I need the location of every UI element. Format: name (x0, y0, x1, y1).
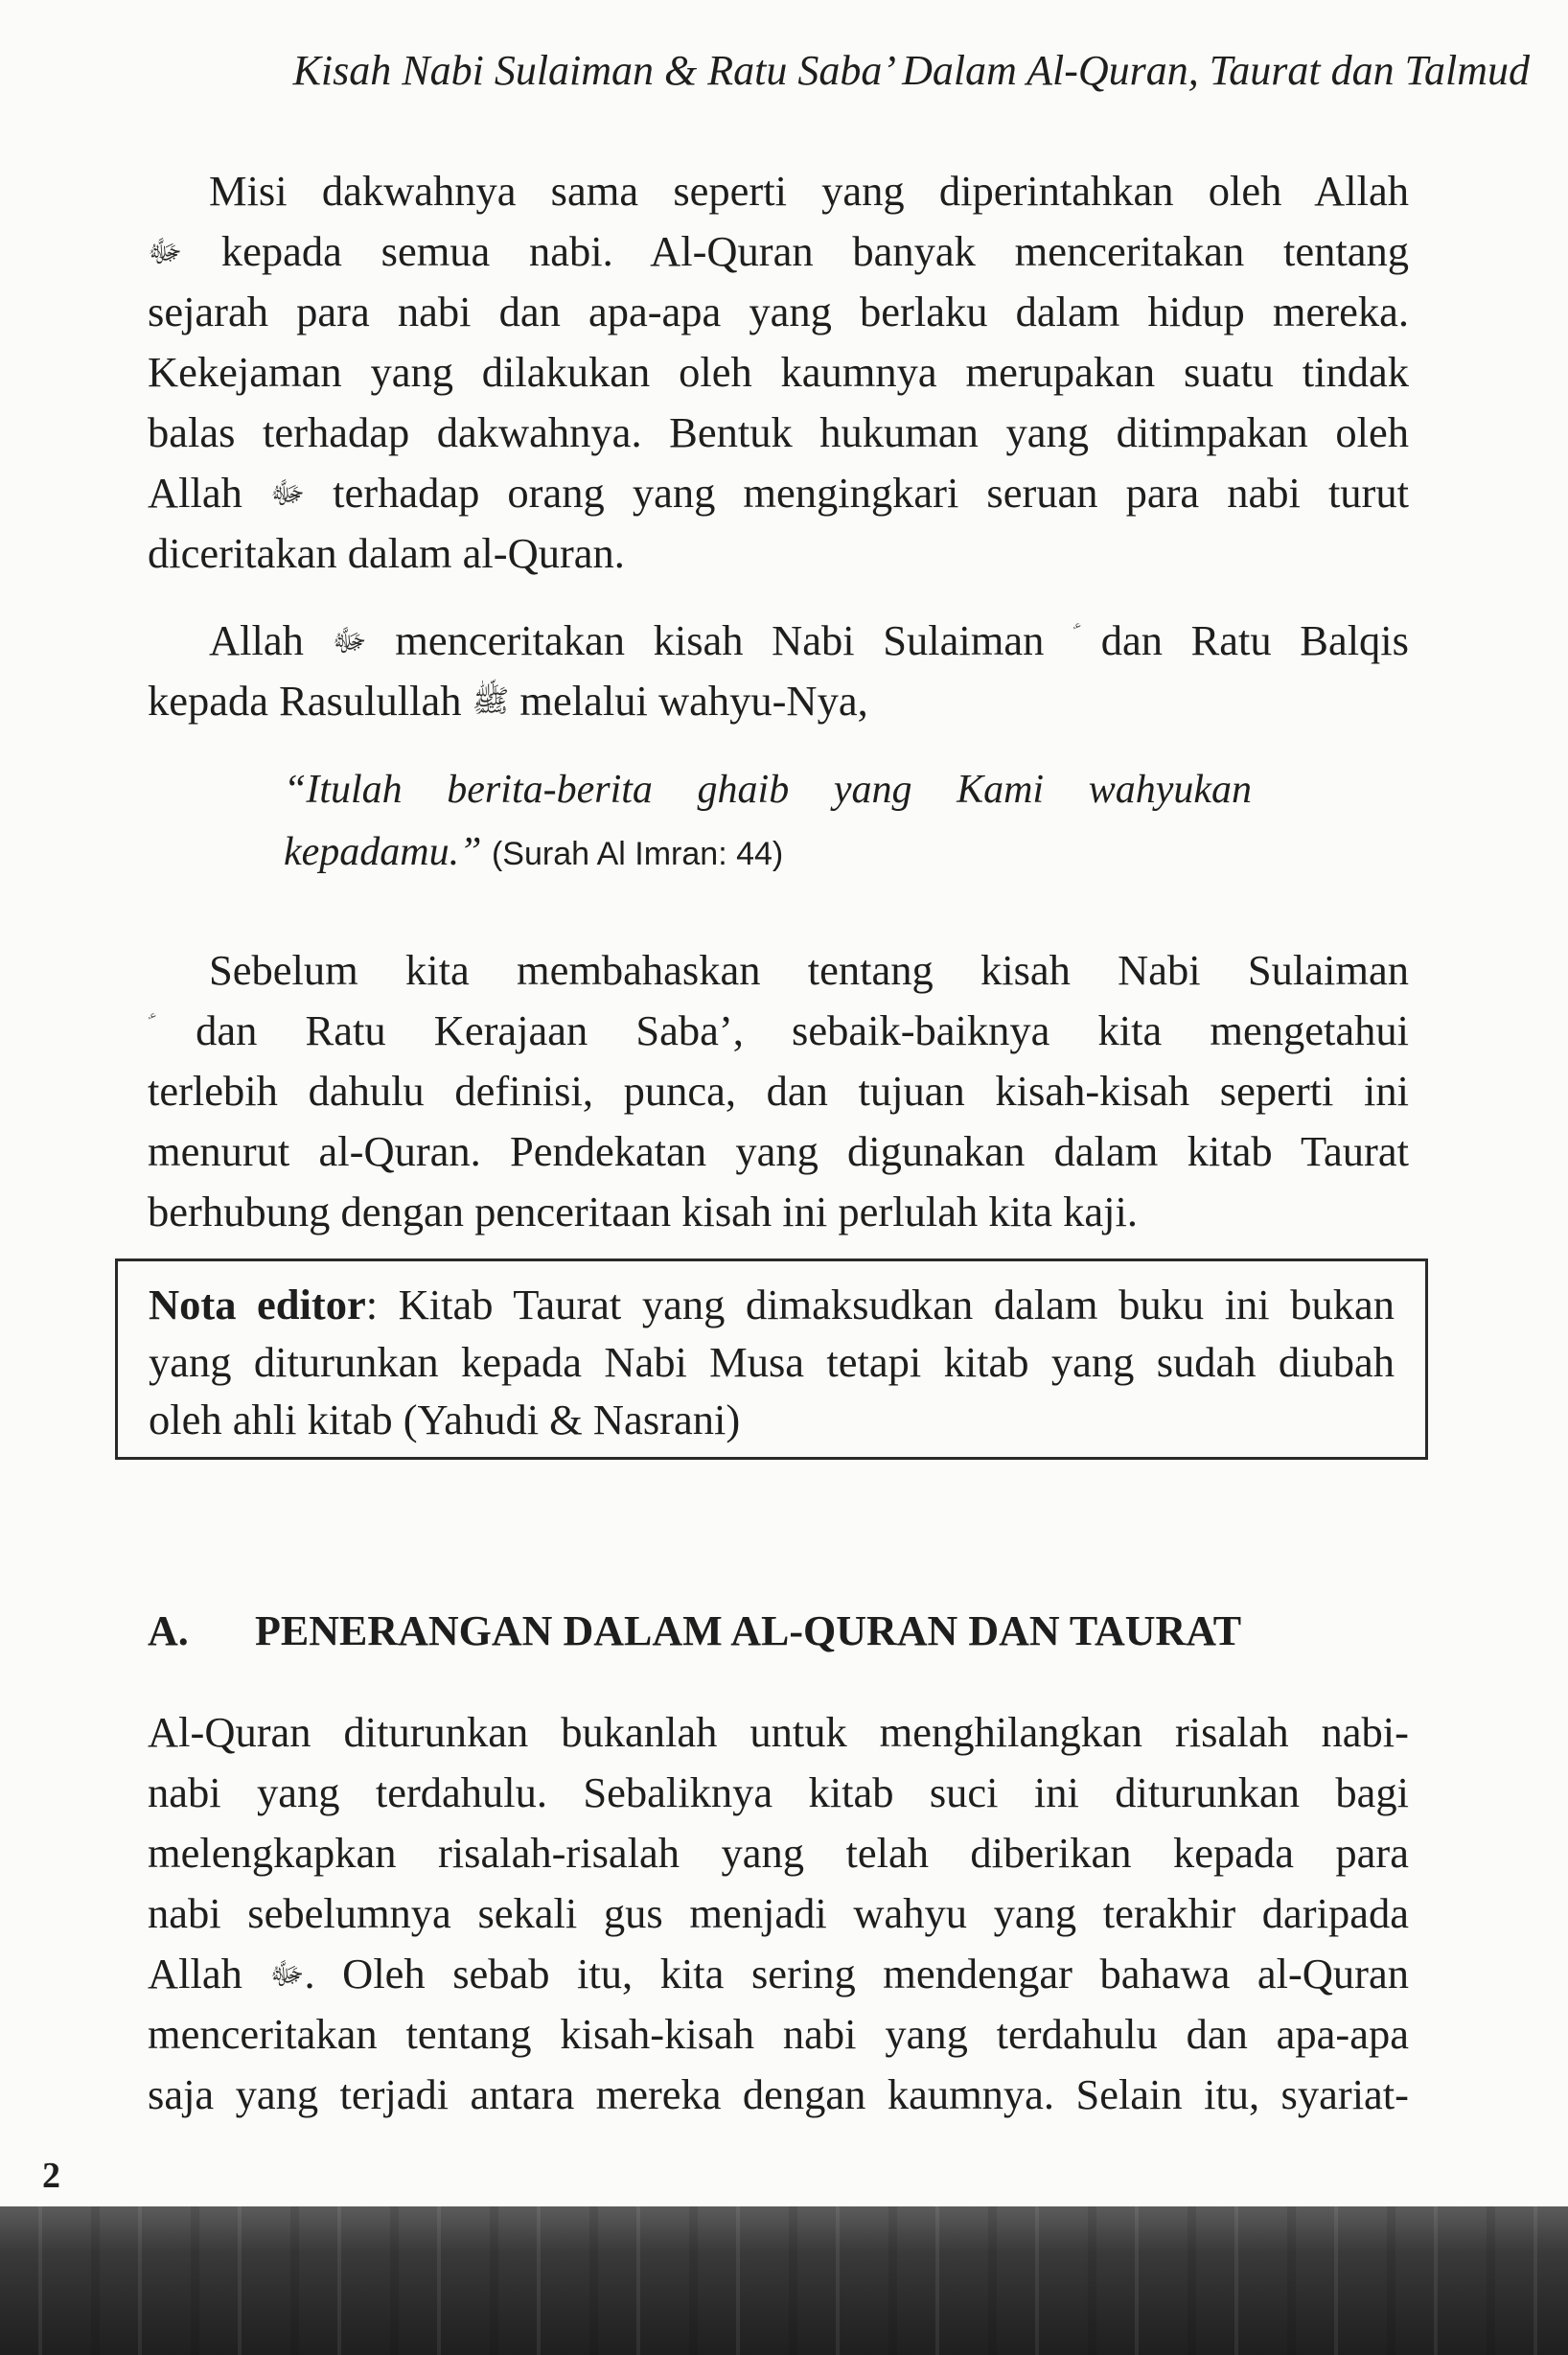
text-line: terlebih dahulu definisi, punca, dan tujuan kisah-kisah seperti ini (148, 1067, 1409, 1115)
allah-honorific-icon: ﷻ (269, 1955, 305, 1992)
text-line: nabi yang terdahulu. Sebaliknya kitab suci ini diturunkan bagi (148, 1768, 1409, 1816)
text-line: nabi sebelumnya sekali gus menjadi wahyu yang terakhir daripada (148, 1889, 1409, 1937)
paragraph-2 (148, 611, 1409, 731)
quran-quote (284, 759, 1252, 886)
text-line: Al-Quran diturunkan bukanlah untuk menghilangkan risalah nabi- (148, 1708, 1409, 1756)
section-heading (148, 1603, 1241, 1660)
running-header: Kisah Nabi Sulaiman & Ratu Saba’ Dalam Al-Quran, Taurat dan Talmud (292, 47, 1530, 94)
text-line: ﷻ kepada semua nabi. Al-Quran banyak menceritakan tentang (148, 227, 1409, 275)
text-line: menurut al-Quran. Pendekatan yang digunakan dalam kitab Taurat (148, 1127, 1409, 1175)
text-line: balas terhadap dakwahnya. Bentuk hukuman yang ditimpakan oleh (148, 408, 1409, 456)
text-line: saja yang terjadi antara mereka dengan kaumnya. Selain itu, syariat- (148, 2070, 1409, 2118)
text-line: kepada Rasulullah ﷺ melalui wahyu-Nya, (148, 677, 868, 725)
page-number: 2 (42, 2156, 60, 2196)
text-line: berhubung dengan penceritaan kisah ini perlulah kita kaji. (148, 1188, 1139, 1235)
text-line: Allah ﷻ. Oleh sebab itu, kita sering mendengar bahawa al-Quran (148, 1950, 1409, 1997)
text-line: Kekejaman yang dilakukan oleh kaumnya merupakan suatu tindak (148, 348, 1409, 396)
paragraph-4 (148, 1702, 1409, 2125)
text-line: menceritakan tentang kisah-kisah nabi yang terdahulu dan apa-apa (148, 2010, 1409, 2058)
paragraph-1 (148, 161, 1409, 584)
text-line: Sebelum kita membahaskan tentang kisah Nabi Sulaiman (209, 946, 1409, 994)
text-line: melengkapkan risalah-risalah yang telah diberikan kepada para (148, 1829, 1409, 1877)
allah-honorific-icon: ﷻ (332, 622, 367, 658)
allah-honorific-icon: ﷻ (269, 474, 306, 511)
text-line: Misi dakwahnya sama seperti yang diperintahkan oleh Allah (209, 167, 1409, 215)
text-line: Allah ﷻ terhadap orang yang mengingkari seruan para nabi turut (148, 469, 1409, 517)
saw-honorific-icon: ﷺ (472, 682, 510, 719)
text-line: Nota editor: Kitab Taurat yang dimaksudkan dalam buku ini bukan (149, 1281, 1395, 1328)
section-title: PENERANGAN DALAM AL-QURAN DAN TAURAT (255, 1607, 1242, 1654)
section-letter: A. (148, 1607, 189, 1654)
editor-note-label: Nota editor (149, 1281, 366, 1328)
allah-honorific-icon: ﷻ (148, 233, 183, 269)
editor-note-box (115, 1258, 1428, 1460)
quote-line: kepadamu.” (Surah Al Imran: 44) (284, 830, 784, 874)
text-line: dan Ratu Kerajaan Saba’, sebaik-baiknya kita mengetahui (196, 1006, 1409, 1054)
paragraph-3 (148, 940, 1409, 1242)
scan-footer-strip (0, 2206, 1568, 2355)
text-line: sejarah para nabi dan apa-apa yang berlaku dalam hidup mereka. (148, 288, 1409, 335)
quote-line: “Itulah berita-berita ghaib yang Kami wahyukan (284, 768, 1252, 812)
quote-citation: (Surah Al Imran: 44) (491, 836, 784, 872)
text-line: diceritakan dalam al-Quran. (148, 529, 625, 577)
text-line: oleh ahli kitab (Yahudi & Nasrani) (149, 1396, 741, 1443)
text-line: yang diturunkan kepada Nabi Musa tetapi kitab yang sudah diubah (149, 1338, 1395, 1386)
text-line: Allah ﷻ menceritakan kisah Nabi Sulaiman dan Ratu Balqis (209, 616, 1409, 664)
